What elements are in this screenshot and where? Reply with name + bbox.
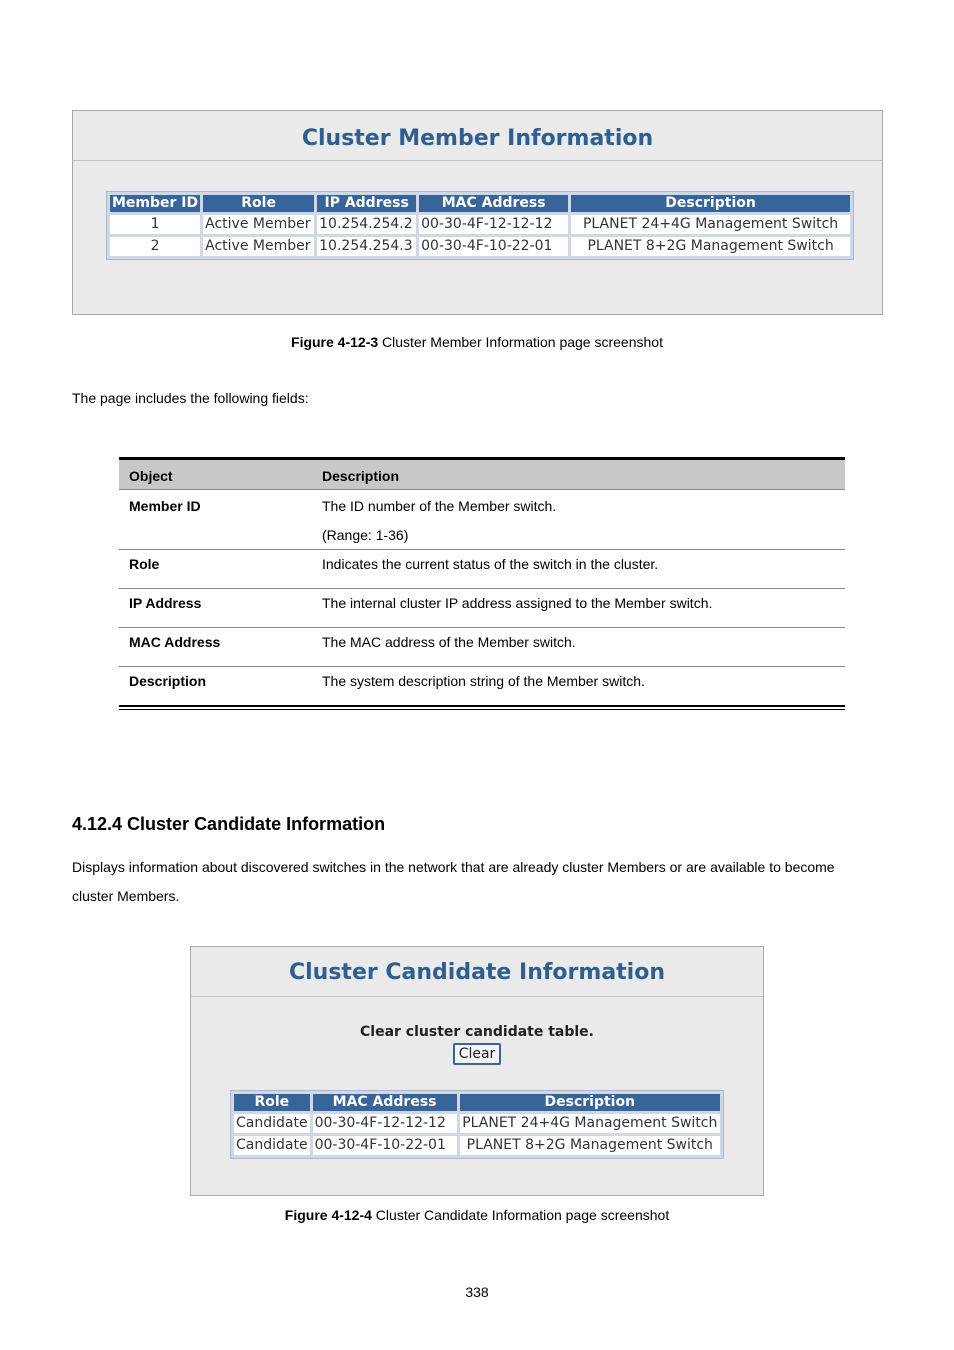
divider	[119, 709, 845, 710]
description-cell: PLANET 8+2G Management Switch	[460, 1136, 720, 1155]
col-mac-address: MAC Address	[419, 195, 568, 212]
description-cell: PLANET 8+2G Management Switch	[571, 237, 850, 256]
field-description: The system description string of the Member switch.	[322, 673, 645, 689]
col-description: Description	[460, 1094, 720, 1111]
fields-table	[119, 457, 845, 712]
ip-cell: 10.254.254.2	[317, 215, 416, 234]
candidate-table	[230, 1090, 724, 1159]
role-cell: Active Member	[203, 237, 314, 256]
table-row	[234, 1136, 720, 1155]
field-description: Indicates the current status of the switch in the cluster.	[322, 556, 659, 572]
col-description: Description	[571, 195, 850, 212]
col-mac-address: MAC Address	[313, 1094, 457, 1111]
ip-cell: 10.254.254.3	[317, 237, 416, 256]
col-member-id: Member ID	[112, 195, 199, 211]
field-description: The internal cluster IP address assigned to the Member switch.	[322, 595, 713, 611]
clear-button[interactable]: Clear	[453, 1043, 501, 1065]
role-cell: Candidate	[236, 1115, 308, 1131]
field-description-note: (Range: 1-36)	[322, 527, 409, 543]
col-ip-address: IP Address	[317, 195, 416, 212]
description-cell: PLANET 24+4G Management Switch	[460, 1114, 720, 1133]
field-object: Description	[129, 673, 207, 689]
divider	[119, 627, 845, 628]
field-object: Member ID	[129, 498, 201, 514]
intro-text: The page includes the following fields:	[72, 390, 309, 406]
divider	[119, 588, 845, 589]
mac-cell: 00-30-4F-12-12-12	[313, 1114, 457, 1133]
fields-table-header	[119, 460, 845, 490]
figure-label: Figure 4-12-3	[291, 334, 379, 350]
table-row	[110, 237, 850, 256]
mac-cell: 00-30-4F-12-12-12	[419, 215, 568, 234]
member-id-cell: 2	[110, 237, 200, 256]
candidate-panel-title: Cluster Candidate Information	[191, 947, 763, 997]
role-cell: Active Member	[203, 215, 314, 234]
candidate-info-panel	[190, 946, 764, 1196]
member-panel-title: Cluster Member Information	[73, 111, 882, 161]
section-heading: 4.12.4 Cluster Candidate Information	[72, 814, 386, 834]
section-paragraph-line2: cluster Members.	[72, 888, 180, 904]
role-cell: Candidate	[236, 1137, 308, 1153]
figure-text: Cluster Candidate Information page screenshot	[371, 1207, 670, 1223]
col-role: Role	[234, 1094, 310, 1111]
clear-table-label: Clear cluster candidate table.	[360, 1024, 594, 1040]
page-number: 338	[465, 1284, 489, 1300]
header-description: Description	[322, 468, 400, 484]
col-role: Role	[203, 195, 314, 212]
field-description: The MAC address of the Member switch.	[322, 634, 576, 650]
field-object: Role	[129, 556, 160, 572]
figure-text: Cluster Member Information page screenshot	[378, 334, 663, 350]
member-info-panel	[72, 110, 883, 315]
figure-label: Figure 4-12-4	[284, 1207, 372, 1223]
figure-caption-2	[0, 1207, 954, 1223]
header-object: Object	[129, 468, 173, 484]
description-cell: PLANET 24+4G Management Switch	[571, 215, 850, 234]
figure-caption-1	[0, 334, 954, 350]
field-object: MAC Address	[129, 634, 221, 650]
table-row	[110, 215, 850, 234]
divider	[119, 666, 845, 667]
field-object: IP Address	[129, 595, 202, 611]
section-paragraph-line1: Displays information about discovered switches in the network that are already cluster Members or are available to become	[72, 859, 835, 875]
divider	[119, 705, 845, 707]
field-description: The ID number of the Member switch.	[322, 498, 557, 514]
member-table	[106, 191, 854, 260]
member-id-cell: 1	[110, 215, 200, 234]
mac-cell: 00-30-4F-10-22-01	[313, 1136, 457, 1155]
divider	[119, 549, 845, 550]
mac-cell: 00-30-4F-10-22-01	[419, 237, 568, 256]
table-row	[234, 1114, 720, 1133]
